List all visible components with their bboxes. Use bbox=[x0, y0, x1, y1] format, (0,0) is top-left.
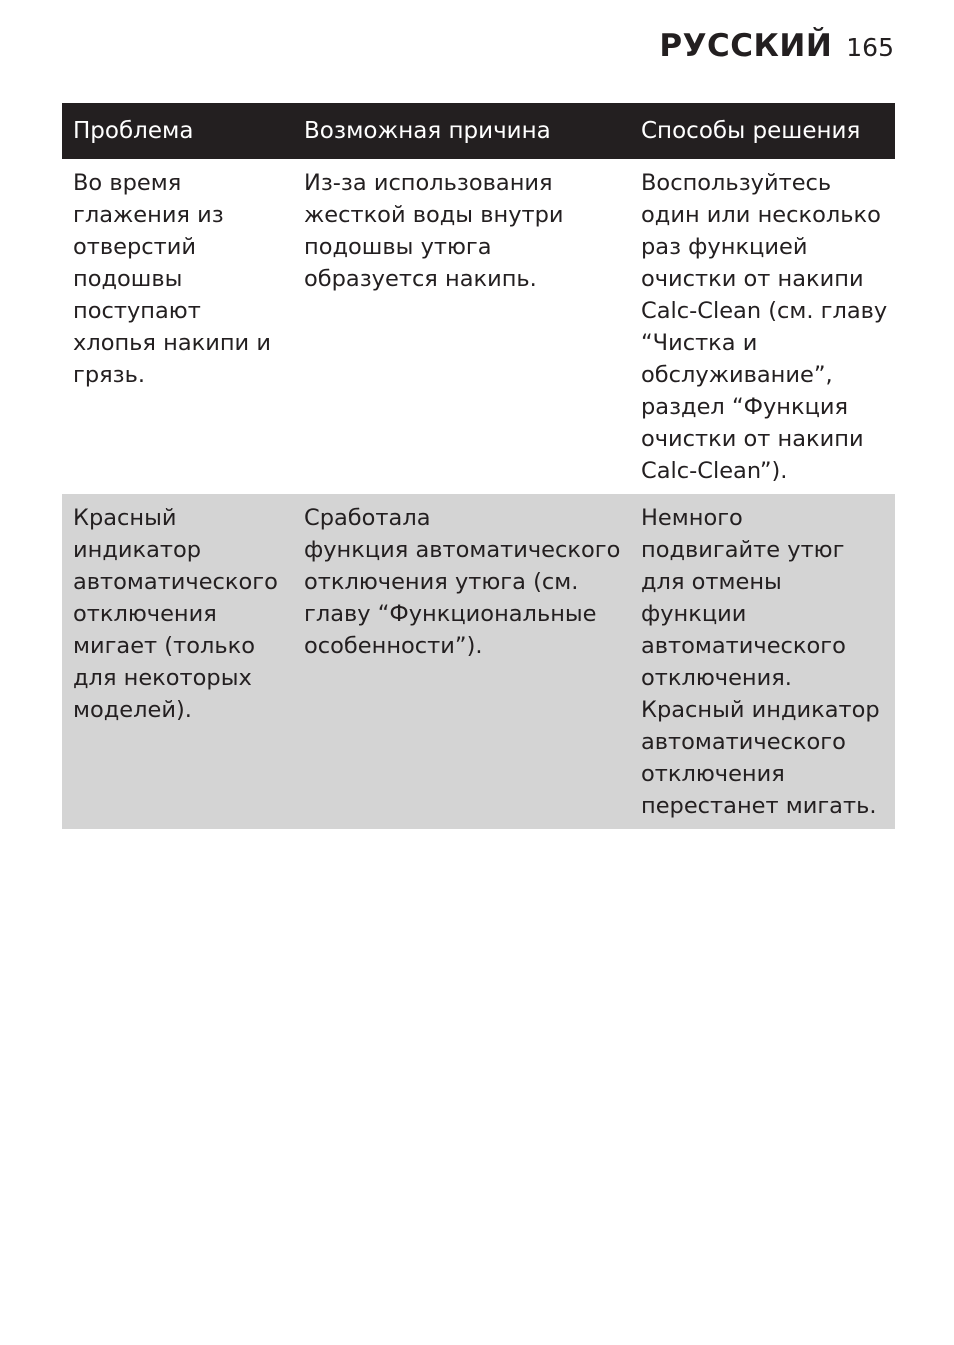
problem-cell: Красный индикатор автоматического отключения мигает (только для некоторых моделей). bbox=[73, 505, 278, 723]
table-header-row bbox=[62, 103, 895, 159]
section-title: РУССКИЙ bbox=[659, 28, 833, 64]
column-header-cause: Возможная причина bbox=[304, 118, 551, 144]
table-row bbox=[62, 494, 895, 829]
cause-cell: Сработала функция автоматического отключения утюга (см. главу “Функциональные особенности”). bbox=[304, 505, 621, 659]
cause-cell: Из-за использования жесткой воды внутри подошвы утюга образуется накипь. bbox=[304, 170, 564, 292]
troubleshooting-table bbox=[62, 103, 895, 829]
page-number: 165 bbox=[846, 33, 894, 62]
solution-cell: Немного подвигайте утюг для отмены функции автоматического отключения. Красный индикатор автоматического отключения перестанет мигать. bbox=[641, 505, 880, 819]
table-row bbox=[62, 159, 895, 494]
problem-cell: Во время глажения из отверстий подошвы поступают хлопья накипи и грязь. bbox=[73, 170, 271, 388]
solution-cell: Воспользуйтесь один или несколько раз функцией очистки от накипи Calc-Clean (см. главу “Чистка и обслуживание”, раздел “Функция очистки от накипи Calc-Clean”). bbox=[641, 170, 888, 484]
page-header bbox=[659, 28, 894, 64]
column-header-problem: Проблема bbox=[73, 118, 194, 144]
column-header-solution: Способы решения bbox=[641, 118, 861, 144]
